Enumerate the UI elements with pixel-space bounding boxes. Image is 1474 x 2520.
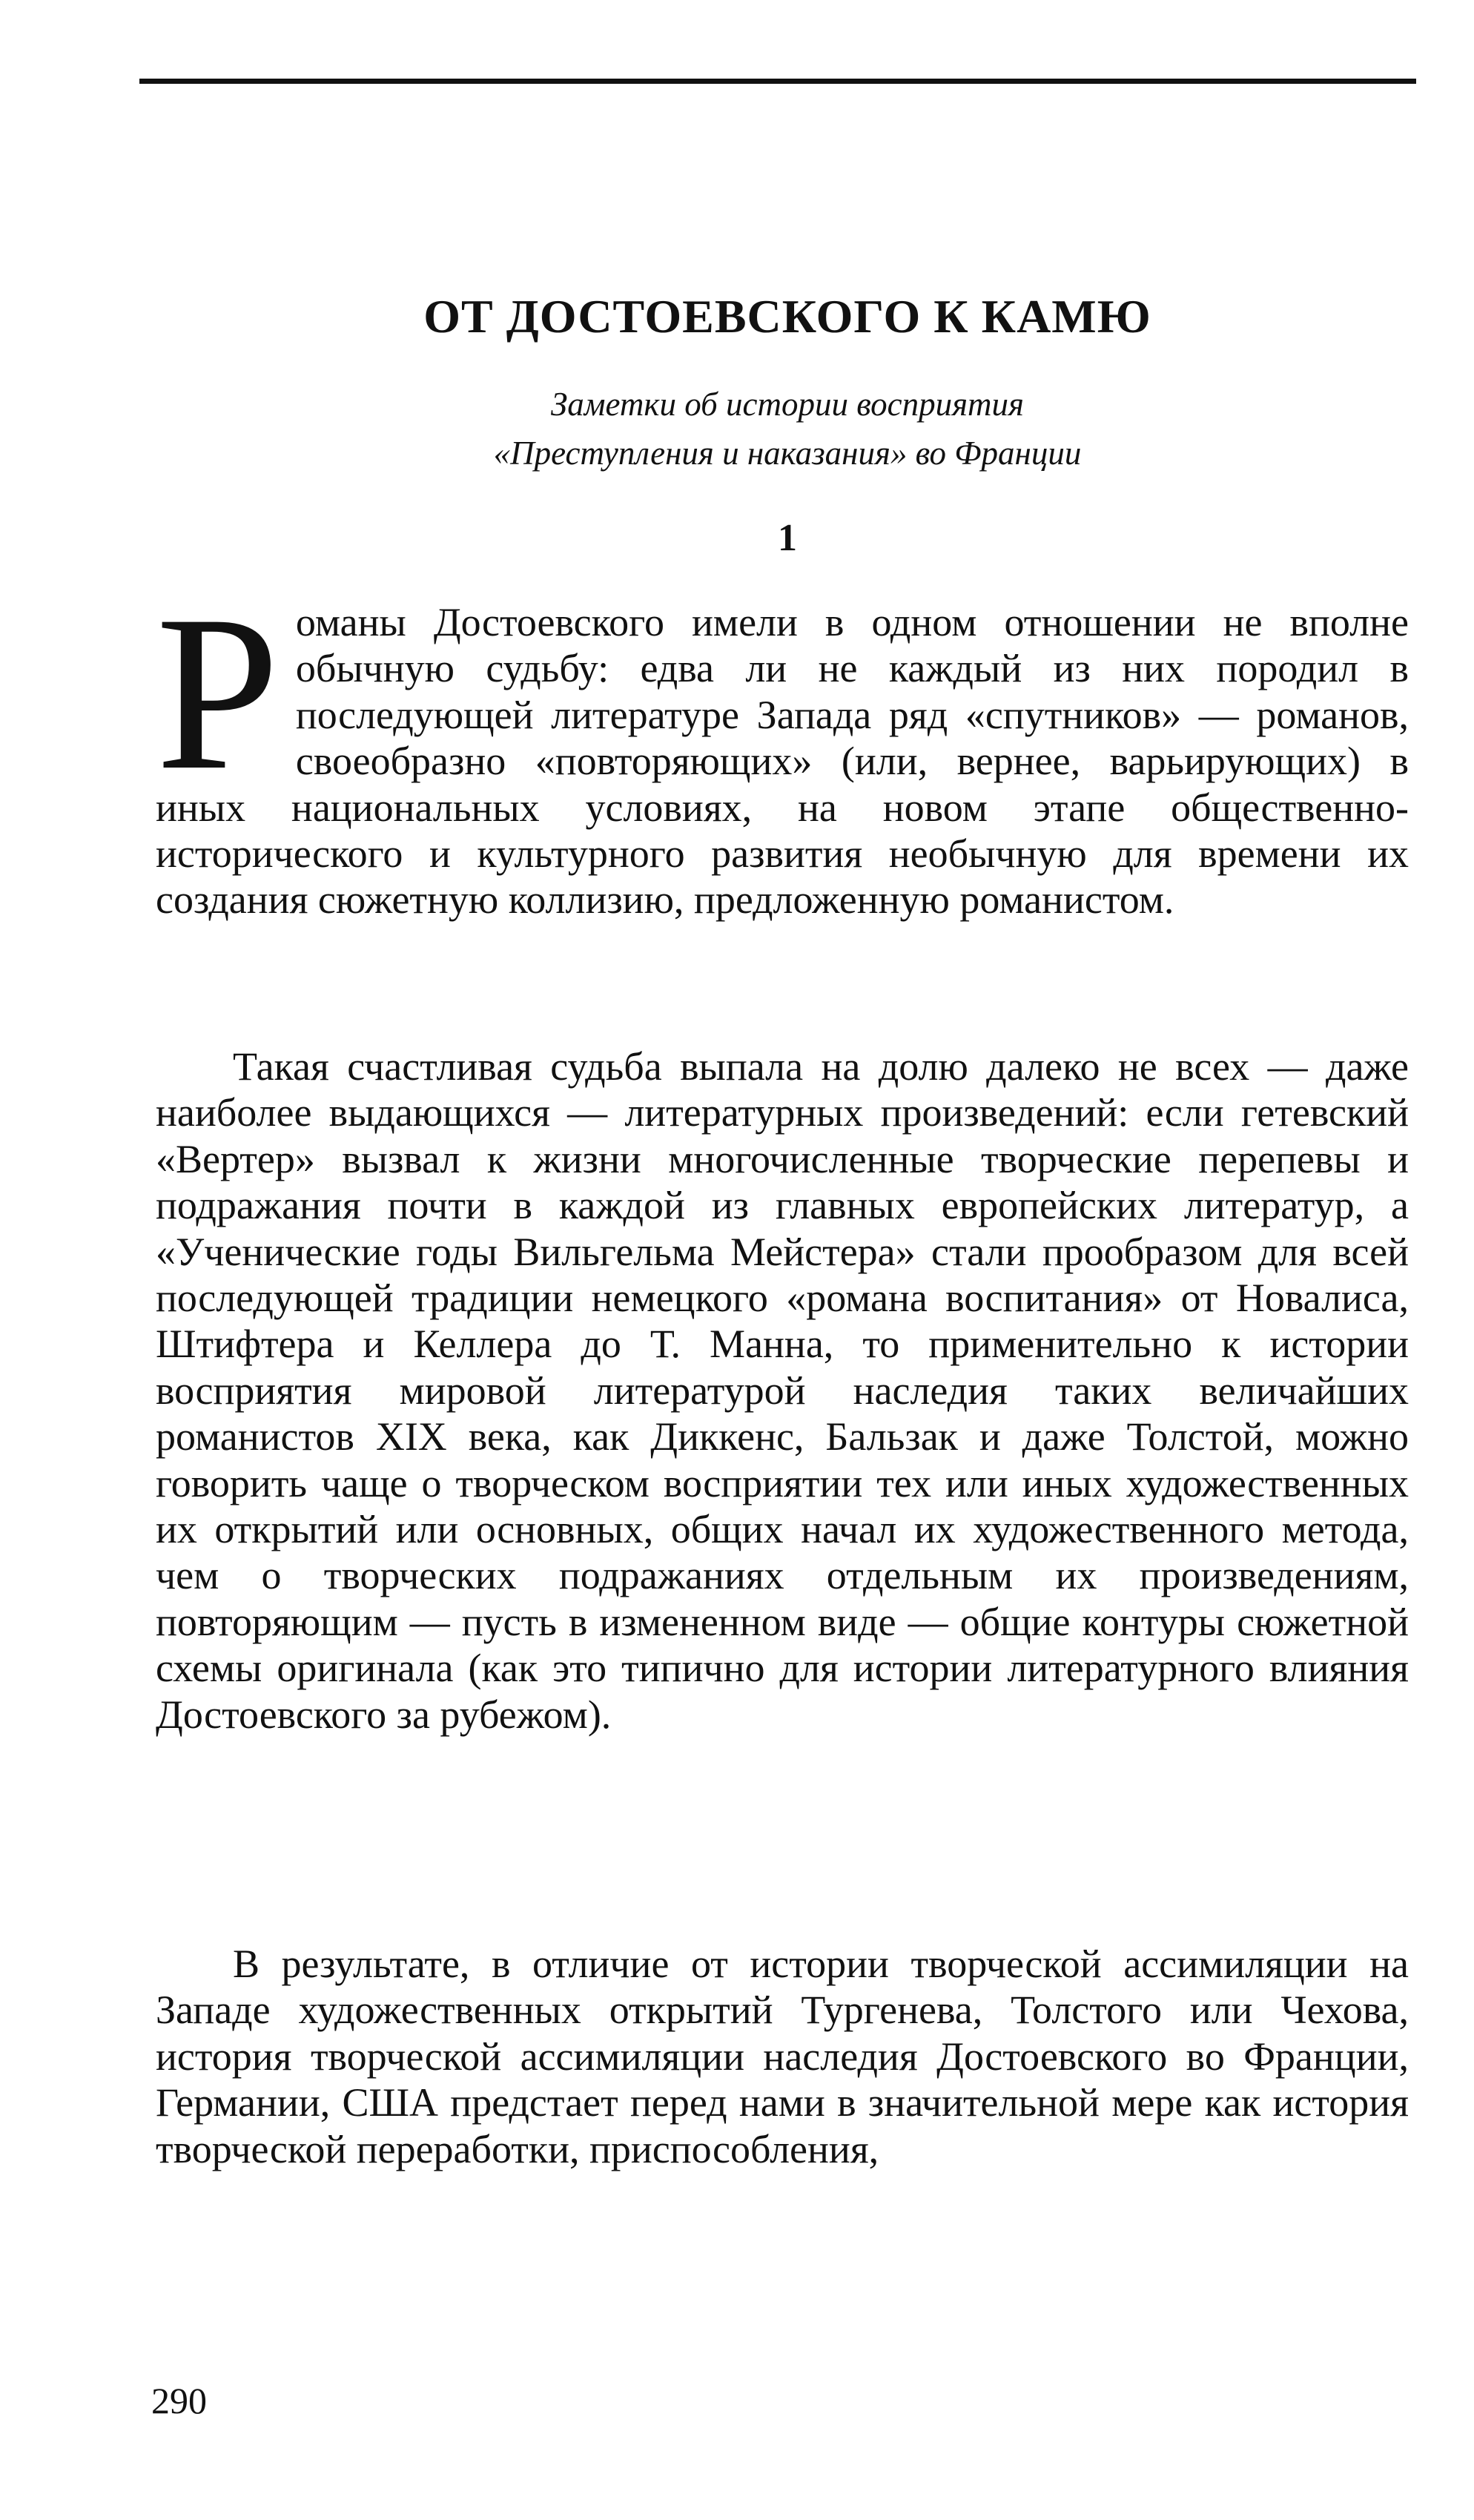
- paragraph-1: [156, 570, 1409, 923]
- page-title: ОТ ДОСТОЕВСКОГО К КАМЮ: [423, 290, 1151, 343]
- subtitle-line-2: «Преступления и наказания» во Франции: [493, 435, 1082, 472]
- drop-cap: Р: [156, 570, 280, 816]
- paragraph-2-text: Такая счастливая судьба выпала на долю далеко не всех — даже наиболее выдающихся — литературных произведений: если гетевский «Вертер» вызвал к жизни многочисленные творческие перепевы и подражания почти в каждой из главных европейских литератур, а «Ученические годы Вильгельма Мейстера» стали прообразом для всей последующей традиции немецкого «романа воспитания» от Новалиса, Штифтера и Келлера до Т. Манна, то применительно к истории восприятия мировой литературой наследия таких величайших романистов XIX века, как Диккенс, Бальзак и даже Толстой, можно говорить чаще о творческом восприятии тех или иных художественных их открытий или основных, общих начал их художественного метода, чем о творческих подражаниях отдельным их произведениям, повторяющим — пусть в измененном виде — общие контуры сюжетной схемы оригинала (как это типично для истории литературного влияния Достоевского за рубежом).: [156, 1044, 1409, 1737]
- paragraph-1-body: [156, 570, 1409, 923]
- paragraph-1-text: оманы Достоевского имели в одном отношении не вполне обычную судьбу: едва ли не каждый из них породил в последующей литературе Запада ряд «спутников» — романов, своеобразно «повторяющих» (или, вернее, варьирующих) в иных национальных условиях, на новом этапе общественно-исторического и культурного развития необычную для времени их создания сюжетную коллизию, предложенную романистом.: [156, 600, 1409, 923]
- page-number: 290: [151, 2380, 207, 2421]
- paragraph-3-text: В результате, в отличие от истории творческой ассимиляции на Западе художественных открытий Тургенева, Толстого или Чехова, история творческой ассимиляции наследия Достоевского во Франции, Германии, США предстает перед нами в значительной мере как история творческой переработки, приспособления,: [156, 1942, 1409, 2171]
- paragraph-2: [156, 1043, 1409, 1738]
- subtitle-line-1: Заметки об истории восприятия: [551, 386, 1024, 423]
- paragraph-3: [156, 1941, 1409, 2172]
- top-rule: [139, 79, 1416, 84]
- section-number: 1: [778, 517, 797, 559]
